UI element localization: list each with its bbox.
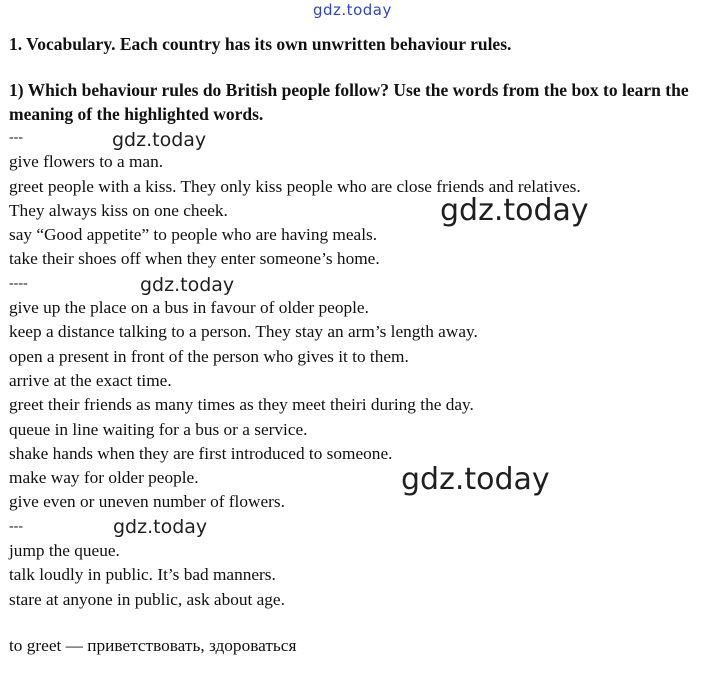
watermark-top: gdz.today xyxy=(313,1,392,19)
rule-line: greet people with a kiss. They only kiss people who are close friends and relatives. xyxy=(9,176,581,196)
task-title: 1) Which behaviour rules do British people follow? Use the words from the box to learn the meaning of the highlighted words. xyxy=(9,80,689,124)
rule-line: shake hands when they are first introduced to someone. xyxy=(9,443,393,463)
rules-group-2 xyxy=(9,272,701,515)
rule-line: give flowers to a man. xyxy=(9,152,164,172)
rule-line: give even or uneven number of flowers. xyxy=(9,492,285,512)
watermark: gdz.today xyxy=(113,516,208,538)
group-separator: --- xyxy=(9,130,23,145)
rule-line: They always kiss on one cheek. xyxy=(9,200,228,220)
group-separator: ---- xyxy=(9,275,28,291)
rule-line: stare at anyone in public, ask about age. xyxy=(9,589,285,609)
rule-line: say “Good appetite” to people who are having meals. xyxy=(9,225,378,245)
rule-line: talk loudly in public. It’s bad manners. xyxy=(9,565,276,585)
watermark: gdz.today xyxy=(140,274,235,296)
vocabulary-gloss: to greet — приветствовать, здороваться xyxy=(9,635,297,655)
rule-line: give up the place on a bus in favour of older people. xyxy=(9,298,369,318)
rule-line: keep a distance talking to a person. They stay an arm’s length away. xyxy=(9,322,478,342)
watermark: gdz.today xyxy=(112,129,207,151)
rule-line: queue in line waiting for a bus or a service. xyxy=(9,419,308,439)
rule-line: open a present in front of the person who gives it to them. xyxy=(9,346,409,366)
rule-line: jump the queue. xyxy=(9,541,120,561)
watermark: gdz.today xyxy=(401,462,550,497)
rule-line: take their shoes off when they enter someone’s home. xyxy=(9,249,380,269)
exercise-heading: 1. Vocabulary. Each country has its own unwritten behaviour rules. xyxy=(9,34,512,54)
group-separator: --- xyxy=(9,518,23,534)
watermark: gdz.today xyxy=(440,193,589,228)
rule-line: arrive at the exact time. xyxy=(9,370,172,390)
document-body xyxy=(9,32,701,658)
rule-line: greet their friends as many times as they meet theiri during the day. xyxy=(9,395,474,415)
rule-line: make way for older people. xyxy=(9,468,199,488)
